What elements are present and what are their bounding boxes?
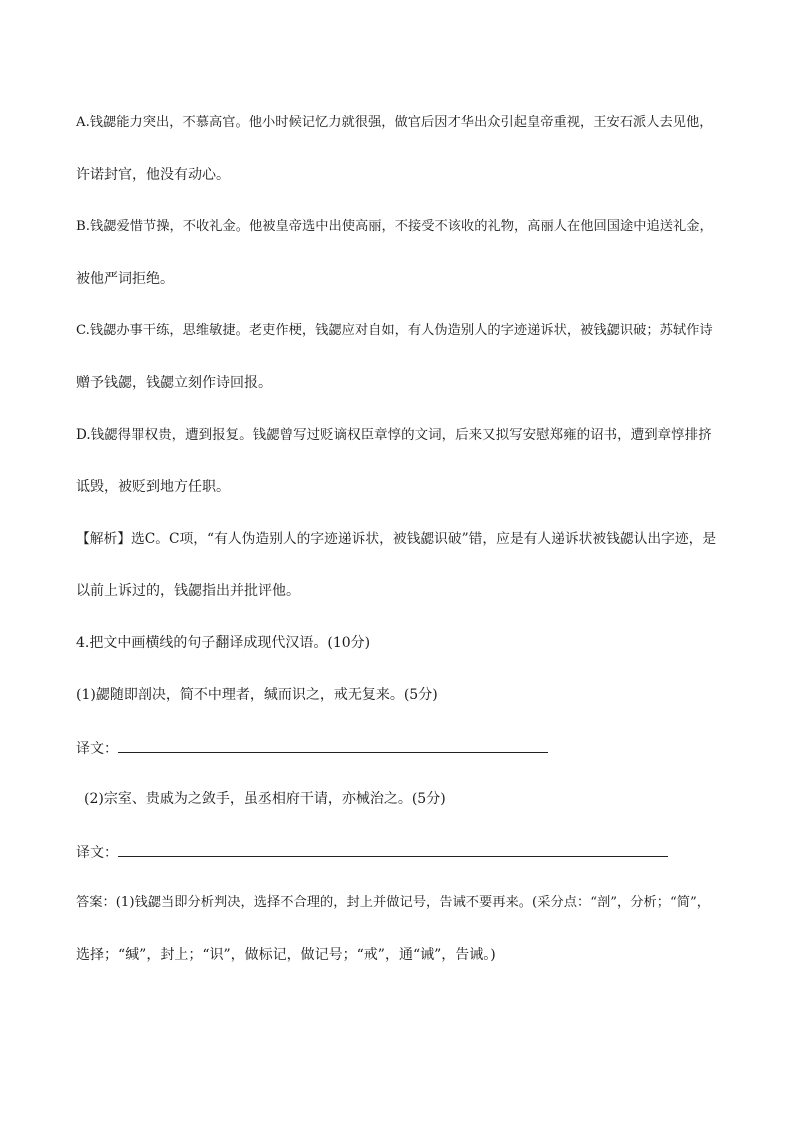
analysis-line-1: 【解析】选C。C项，“有人伪造别人的字迹递诉状，被钱勰识破”错，应是有人递诉状被钱勰认出字迹，是 bbox=[76, 531, 717, 547]
question-4-sub-1: (1)勰随即剖决，简不中理者，缄而识之，戒无复来。(5分) bbox=[76, 687, 438, 703]
question-4-sub-2: (2)宗室、贵戚为之敛手，虽丞相府干请，亦械治之。(5分) bbox=[84, 791, 446, 807]
translation-row-2 bbox=[76, 842, 668, 862]
analysis-line-2: 以前上诉过的，钱勰指出并批评他。 bbox=[76, 583, 300, 599]
translation-blank-1[interactable] bbox=[118, 738, 548, 753]
option-d-line-2: 诋毁，被贬到地方任职。 bbox=[76, 479, 230, 495]
option-d-line-1: D.钱勰得罪权贵，遭到报复。钱勰曾写过贬谪权臣章惇的文词，后来又拟写安慰郑雍的诏书，遭到章惇排挤 bbox=[76, 427, 712, 443]
option-b-line-1: B.钱勰爱惜节操，不收礼金。他被皇帝选中出使高丽，不接受不该收的礼物，高丽人在他回国途中追送礼金， bbox=[76, 219, 713, 234]
question-4-title: 4.把文中画横线的句子翻译成现代汉语。(10分) bbox=[76, 635, 371, 651]
option-a-line-1: A.钱勰能力突出，不慕高官。他小时候记忆力就很强，做官后因才华出众引起皇帝重视，王安石派人去见他， bbox=[76, 115, 713, 130]
option-c-line-1: C.钱勰办事干练，思维敏捷。老吏作梗，钱勰应对自如，有人伪造别人的字迹递诉状，被钱勰识破；苏轼作诗 bbox=[76, 323, 713, 338]
option-a-line-2: 许诺封官，他没有动心。 bbox=[76, 167, 230, 183]
translation-blank-2[interactable] bbox=[118, 842, 668, 857]
translation-label-1: 译文： bbox=[76, 741, 118, 757]
translation-row-1 bbox=[76, 738, 548, 758]
option-c-line-2: 赠予钱勰，钱勰立刻作诗回报。 bbox=[76, 375, 272, 391]
answer-line-2: 选择；“缄”，封上；“识”，做标记，做记号；“戒”，通“诫”，告诫。) bbox=[76, 947, 496, 963]
translation-label-2: 译文： bbox=[76, 845, 118, 861]
option-b-line-2: 被他严词拒绝。 bbox=[76, 271, 174, 287]
answer-line-1: 答案：(1)钱勰当即分析判决，选择不合理的，封上并做记号，告诫不要再来。(采分点：“剖”，分析；“简”， bbox=[76, 895, 711, 910]
